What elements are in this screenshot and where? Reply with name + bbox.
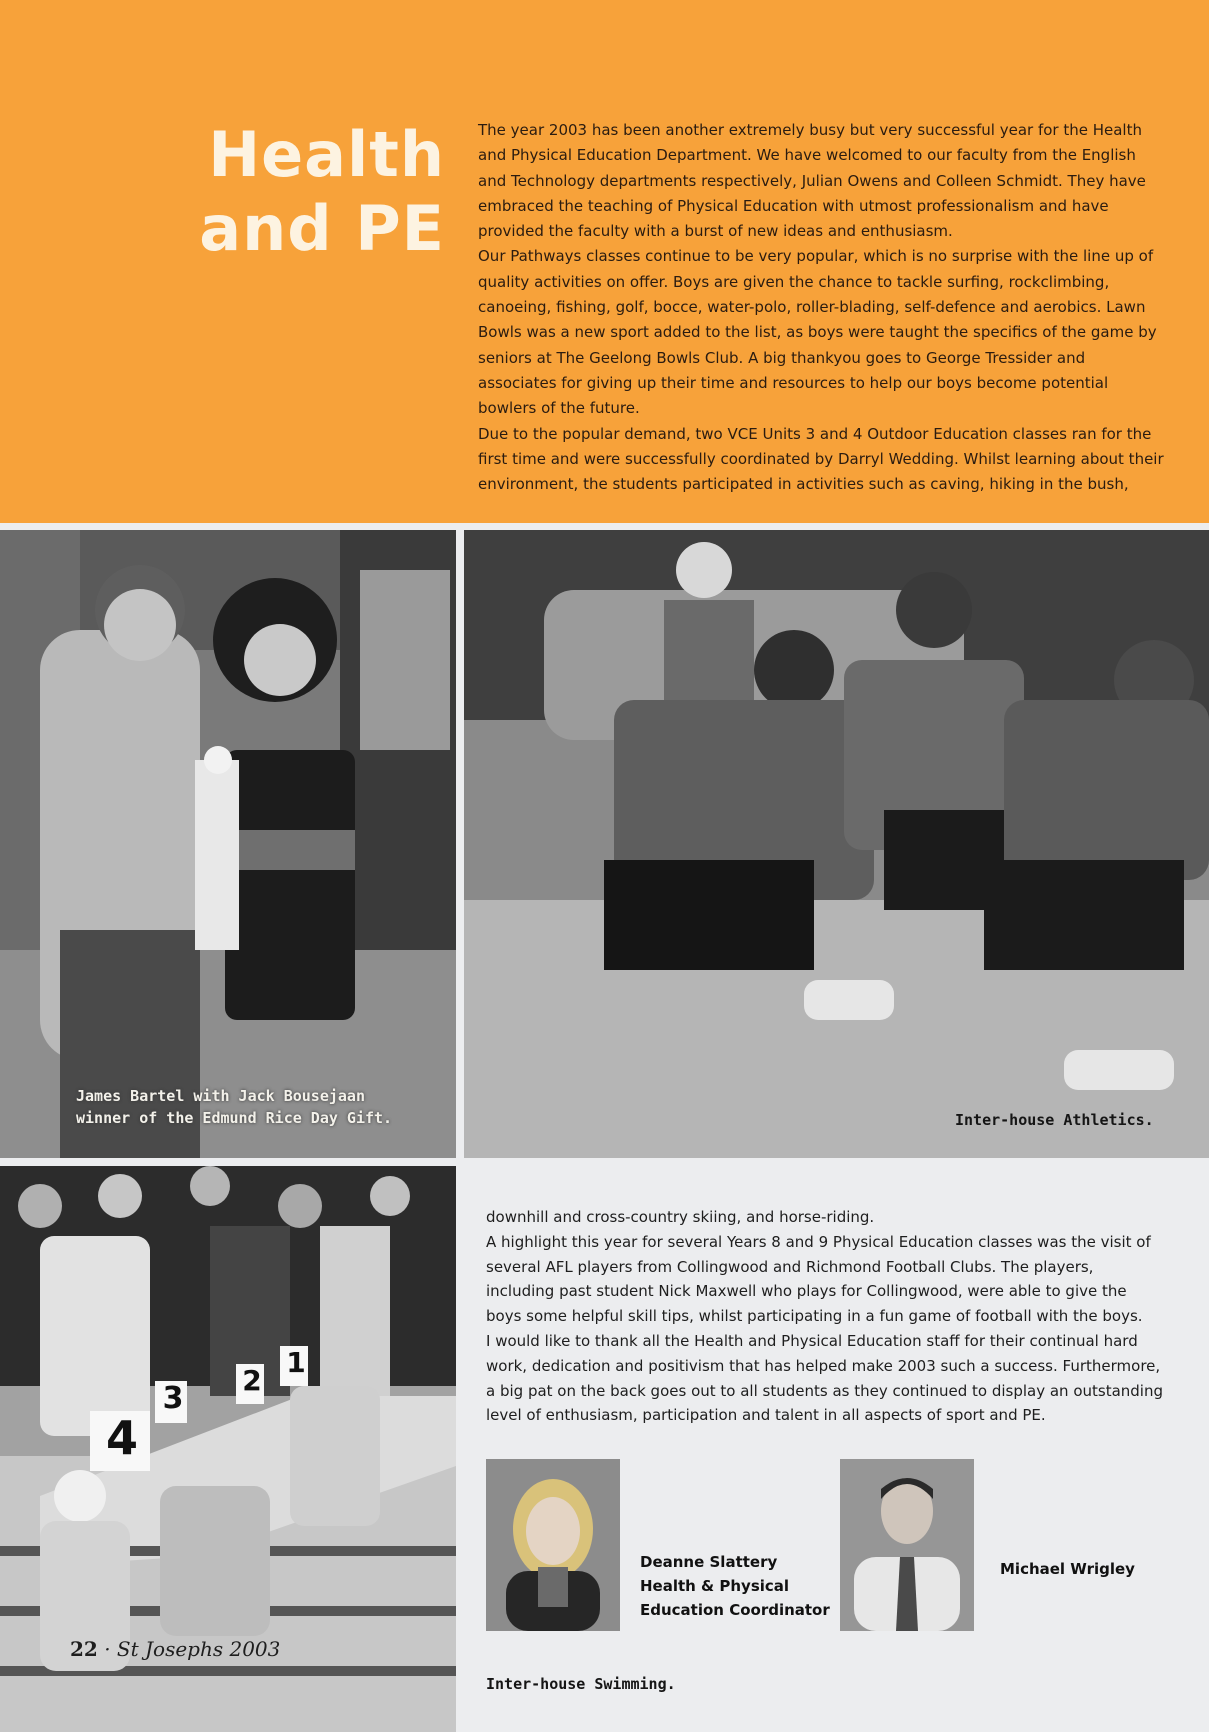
page-footer bbox=[70, 1637, 280, 1661]
body-text bbox=[486, 1205, 1166, 1428]
lane-number-1: 1 bbox=[286, 1346, 306, 1379]
body-paragraph: downhill and cross-country skiing, and horse-riding. bbox=[486, 1208, 875, 1226]
title-line-2: and PE bbox=[199, 192, 445, 265]
athletics-caption: Inter-house Athletics. bbox=[955, 1111, 1154, 1129]
publication-name: St Josephs 2003 bbox=[116, 1637, 281, 1661]
body-paragraph: A highlight this year for several Years 8 and 9 Physical Education classes was the visit of several AFL players from Collingwood and Richmond Football Clubs. The players, including past student Nick Maxwell who plays for Collingwood, were able to give the boys some helpful skill tips, whilst participating in a fun game of football with the boys. bbox=[486, 1232, 1151, 1326]
staff-role-line-2: Education Coordinator bbox=[640, 1601, 830, 1619]
page-number: 22 bbox=[70, 1637, 98, 1661]
award-caption bbox=[76, 1085, 436, 1129]
lane-number-2: 2 bbox=[242, 1364, 262, 1397]
staff-michael-wrigley: Michael Wrigley bbox=[1000, 1560, 1135, 1578]
title-line-1: Health bbox=[208, 118, 445, 191]
lane-number-3: 3 bbox=[162, 1381, 184, 1416]
intro-paragraph: The year 2003 has been another extremely busy but very successful year for the Health and Physical Education Department. We have welcomed to our faculty from the English and Technology departments respectively, Julian Owens and Colleen Schmidt. They have embraced the teaching of Physical Education with utmost professionalism and have provided the faculty with a burst of new ideas and enthusiasm. bbox=[478, 121, 1146, 241]
staff-name-deanne: Deanne Slattery bbox=[640, 1553, 778, 1571]
staff-deanne-slattery bbox=[640, 1550, 830, 1622]
intro-paragraph: Due to the popular demand, two VCE Units 3 and 4 Outdoor Education classes ran for the first time and were successfully coordinated by Darryl Wedding. Whilst learning about their environment, the students participated in activities such as caving, hiking in the bush, bbox=[478, 424, 1164, 494]
award-caption-line-2: winner of the Edmund Rice Day Gift. bbox=[76, 1109, 393, 1127]
award-photo bbox=[0, 530, 456, 1158]
athletics-photo bbox=[464, 530, 1209, 1158]
lane-number-4: 4 bbox=[105, 1411, 138, 1465]
portrait-michael-wrigley bbox=[840, 1459, 974, 1631]
swimming-caption: Inter-house Swimming. bbox=[486, 1675, 676, 1693]
body-paragraph: I would like to thank all the Health and Physical Education staff for their continual hard work, dedication and positivism that has helped make 2003 such a success. Furthermore, a big pat on the back goes out to all students as they continued to display an outstanding level of enthusiasm, participation and talent in all aspects of sport and PE. bbox=[486, 1331, 1163, 1425]
page-title bbox=[199, 118, 445, 266]
footer-separator: · bbox=[104, 1637, 117, 1661]
staff-role-line-1: Health & Physical bbox=[640, 1577, 790, 1595]
intro-paragraph: Our Pathways classes continue to be very popular, which is no surprise with the line up of quality activities on offer. Boys are given the chance to tackle surfing, rockclimbing, canoeing, fishing, golf, bocce, water-polo, roller-blading, self-defence and aerobics. Lawn Bowls was a new sport added to the list, as boys were taught the specifics of the game by seniors at The Geelong Bowls Club. A big thankyou goes to George Tressider and associates for giving up their time and resources to help our boys become potential bowlers of the future. bbox=[478, 247, 1157, 418]
intro-text bbox=[478, 118, 1168, 497]
award-caption-line-1: James Bartel with Jack Bousejaan bbox=[76, 1087, 365, 1105]
portrait-deanne-slattery bbox=[486, 1459, 620, 1631]
